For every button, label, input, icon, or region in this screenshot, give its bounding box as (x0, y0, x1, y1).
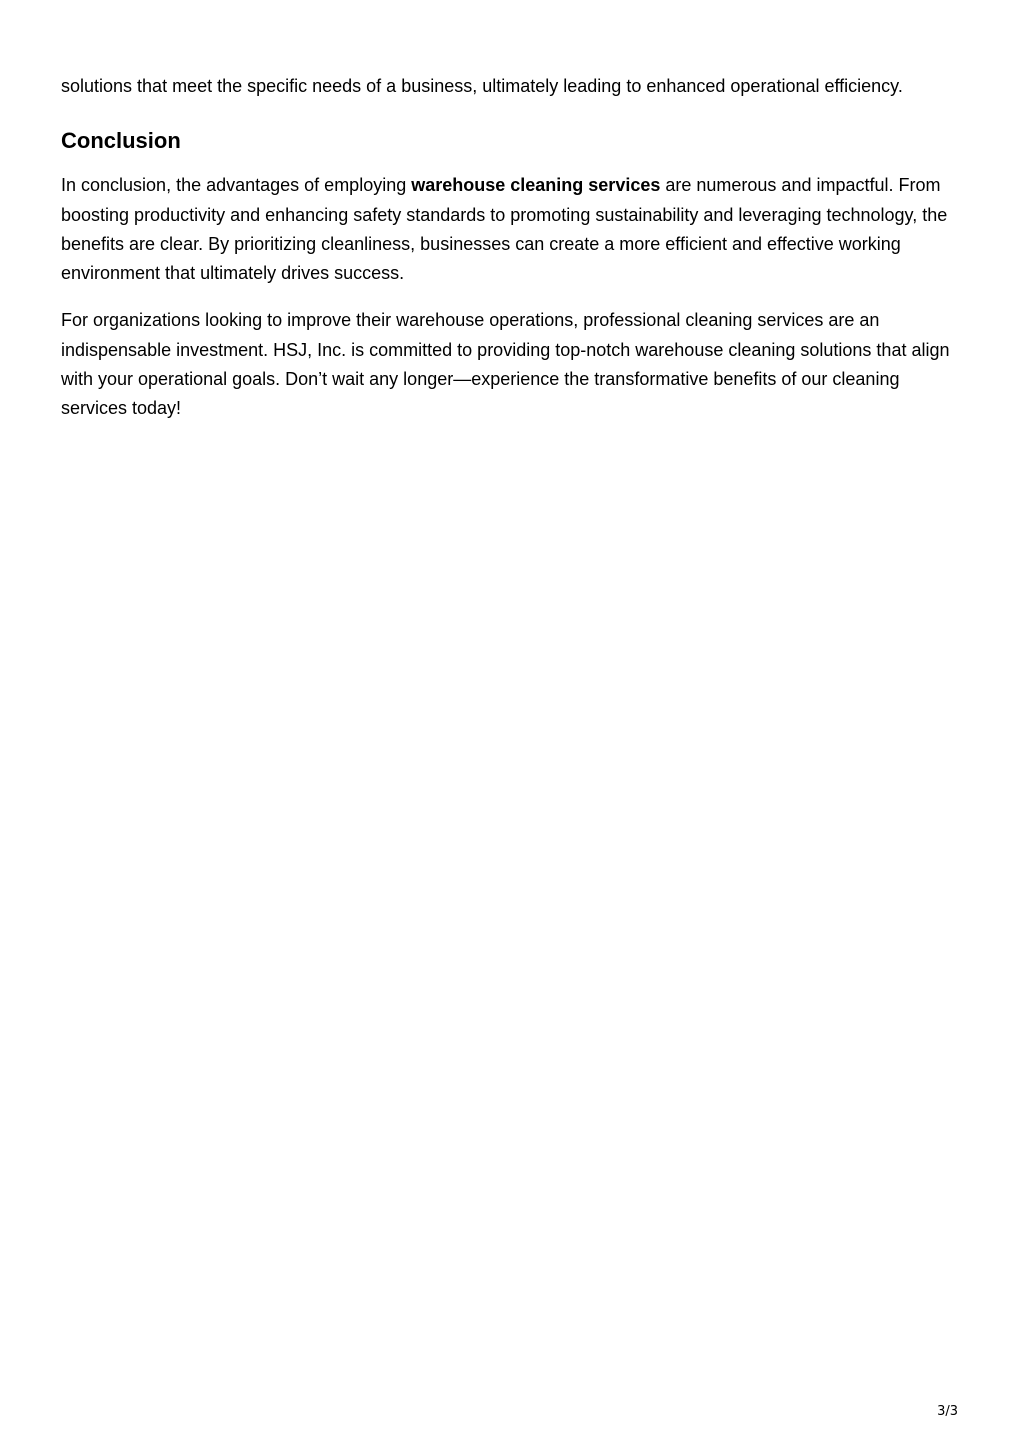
conclusion-text-start: In conclusion, the advantages of employing (61, 175, 412, 196)
final-paragraph: For organizations looking to improve their warehouse operations, professional cleaning services are an indispensable investment. HSJ, Inc. is committed to providing top-notch warehouse cleaning solutions that align with your operational goals. Don’t wait any longer—experience the transformative benefits of our cleaning services today! (61, 310, 950, 419)
conclusion-heading: Conclusion (61, 128, 181, 154)
conclusion-bold-keyword: warehouse cleaning services (411, 175, 661, 196)
conclusion-paragraph (61, 171, 966, 288)
page-number: 3/3 (937, 1404, 958, 1419)
intro-paragraph: solutions that meet the specific needs of a business, ultimately leading to enhanced operational efficiency. (61, 76, 903, 96)
document-body (61, 72, 966, 424)
conclusion-text-end: are numerous and impactful. From boosting productivity and enhancing safety standards to promoting sustainability and leveraging technology, the benefits are clear. By prioritizing cleanliness, businesses can create a more efficient and effective working environment that ultimately drives success. (61, 175, 948, 284)
